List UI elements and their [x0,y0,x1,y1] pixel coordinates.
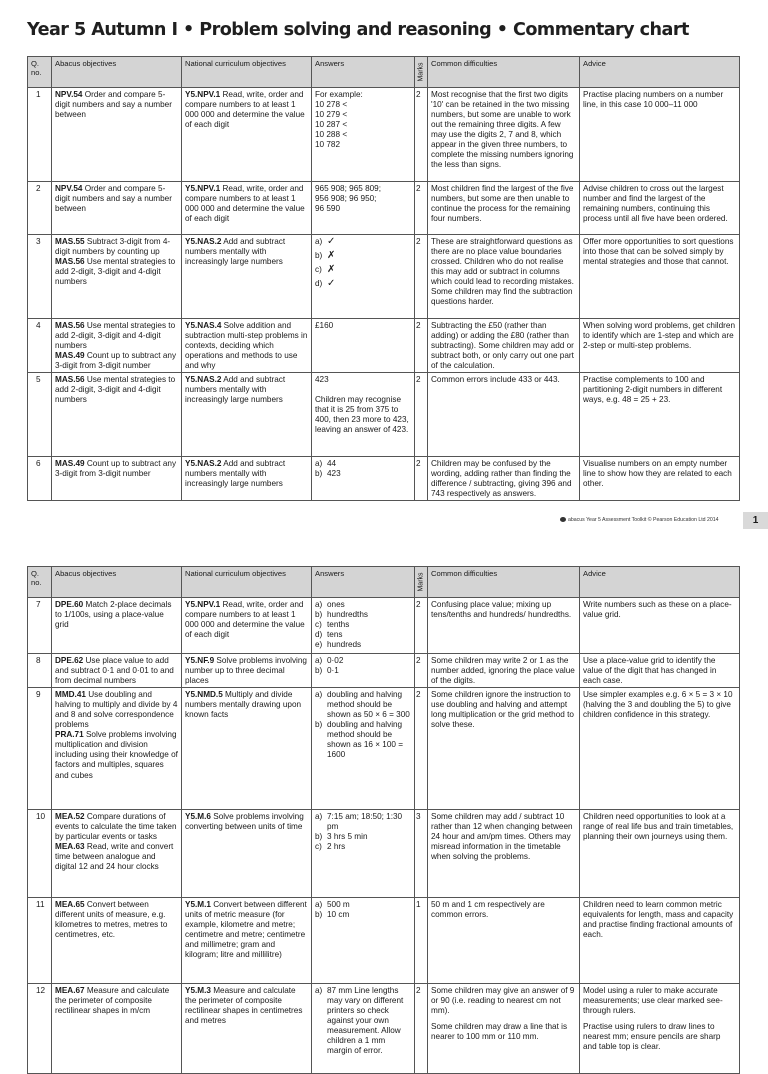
nc-objective: Y5.NPV.1 Read, write, order and compare numbers to at least 1 000 000 and determine the value of each digit [182,598,312,654]
advice-cell: Visualise numbers on an empty number line to show how they are related to each other. [580,457,740,501]
abacus-objective: MEA.67 Measure and calculate the perimeter of composite rectilinear shapes in m/cm [52,984,182,1074]
answers-cell: a) 7:15 am; 18:50; 1:30 pm b) 3 hrs 5 min c) 2 hrs [312,810,415,898]
difficulties-cell: Most recognise that the first two digits '10' can be retained in the two missing numbers, but some are unable to work out the remaining three digits. A few may use the digits 2, 7 and 8, which appear in the given three numbers, to complete the missing numbers ignoring the less than signs. [428,88,580,182]
marks-cell: 2 [415,235,428,319]
nc-objective: Y5.NAS.2 Add and subtract numbers mentally with increasingly large numbers [182,235,312,319]
abacus-objective: MEA.65 Convert between different units of measure, e.g. kilometres to metres, metres to centimetres, etc. [52,898,182,984]
difficulties-cell: Some children may give an answer of 9 or 90 (i.e. reading to nearest cm not mm). Some children may draw a line that is nearer to 100 mm or 110 mm. [428,984,580,1074]
header-common-difficulties: Common difficulties [428,57,580,88]
answers-cell: For example: 10 278 < 10 279 < 10 287 < 10 288 < 10 782 [312,88,415,182]
difficulties-cell: 50 m and 1 cm respectively are common errors. [428,898,580,984]
marks-cell: 2 [415,457,428,501]
question-number: 8 [28,654,52,688]
question-number: 9 [28,688,52,810]
difficulties-cell: Some children may add / subtract 10 rather than 12 when changing between 24 hour and am/pm times. Others may misread information in the timetable when solving the problems. [428,810,580,898]
question-number: 1 [28,88,52,182]
advice-cell: Use simpler examples e.g. 6 × 5 = 3 × 10 (halving the 3 and doubling the 5) to give children confidence in this strategy. [580,688,740,810]
answers-cell: 965 908; 965 809; 956 908; 96 950; 96 590 [312,182,415,235]
answers-cell: a) doubling and halving method should be shown as 50 × 6 = 300 b) doubling and halving method should be shown as 16 × 100 = 1600 [312,688,415,810]
page-title: Year 5 Autumn I • Problem solving and reasoning • Commentary chart [27,20,689,40]
cross-icon: ✗ [327,250,336,261]
commentary-table-page-1 [27,56,740,501]
answers-cell: a) 44 b) 423 [312,457,415,501]
table-row [28,88,740,182]
marks-cell: 2 [415,984,428,1074]
marks-cell: 2 [415,654,428,688]
abacus-objective: MMD.41 Use doubling and halving to multiply and divide by 4 and 8 and solve correspondence problems PRA.71 Solve problems involving multiplication and division including using their knowledge of factors and multiples, squares and cubes [52,688,182,810]
marks-cell: 2 [415,688,428,810]
header-abacus-objectives: Abacus objectives [52,567,182,598]
header-q-no: Q. no. [28,567,52,598]
header-common-difficulties: Common difficulties [428,567,580,598]
answers-cell: a) ✓ b) ✗ c) ✗ d) ✓ [312,235,415,319]
advice-cell: Model using a ruler to make accurate measurements; use clear marked see-through rulers. Practise using rulers to draw lines to nearest mm; ensure pencils are sharp and table top is clear. [580,984,740,1074]
answers-cell: a) 87 mm Line lengths may vary on different printers so check against your own measurement. Allow children a 1 mm margin of error. [312,984,415,1074]
header-marks: Marks [415,57,428,88]
advice-cell: Children need to learn common metric equivalents for length, mass and capacity and practise finding fractional amounts of each. [580,898,740,984]
abacus-logo-icon [560,517,566,522]
abacus-objective: MAS.55 Subtract 3-digit from 4-digit numbers by counting up MAS.56 Use mental strategies to add 2-digit, 3-digit and 4-digit numbers [52,235,182,319]
difficulties-cell: These are straightforward questions as there are no place value boundaries crossed. Children who do not realise this may add or subtract in columns which could lead to recording mistakes. Some children may find the subtraction questions harder. [428,235,580,319]
nc-objective: Y5.M.3 Measure and calculate the perimeter of composite rectilinear shapes in centimetres and metres [182,984,312,1074]
header-answers: Answers [312,57,415,88]
table-row [28,182,740,235]
question-number: 7 [28,598,52,654]
difficulties-cell: Children may be confused by the wording, adding rather than finding the difference / subtracting, giving 396 and 743 respectively as answers. [428,457,580,501]
marks-cell: 2 [415,88,428,182]
nc-objective: Y5.NMD.5 Multiply and divide numbers mentally drawing upon known facts [182,688,312,810]
abacus-objective: NPV.54 Order and compare 5-digit numbers and say a number between [52,182,182,235]
answers-cell: 423 Children may recognise that it is 25 from 375 to 400, then 23 more to 423, leaving an answer of 423. [312,373,415,457]
table-row [28,898,740,984]
question-number: 11 [28,898,52,984]
abacus-objective: DPE.60 Match 2-place decimals to 1/100s, using a place-value grid [52,598,182,654]
question-number: 12 [28,984,52,1074]
question-number: 4 [28,319,52,373]
difficulties-cell: Some children ignore the instruction to use doubling and halving and attempt long multiplication or the grid method to solve these. [428,688,580,810]
nc-objective: Y5.NAS.2 Add and subtract numbers mentally with increasingly large numbers [182,457,312,501]
advice-cell: Offer more opportunities to sort questions into those that can be solved simply by mental strategies and those that cannot. [580,235,740,319]
nc-objective: Y5.NF.9 Solve problems involving number up to three decimal places [182,654,312,688]
header-national-curriculum: National curriculum objectives [182,57,312,88]
answer-note: Children may recognise that it is 25 from 375 to 400, then 23 more to 423, leaving an answer of 423. [315,395,409,435]
table-row [28,598,740,654]
advice-cell: Use a place-value grid to identify the value of the digit that has changed in each case. [580,654,740,688]
header-answers: Answers [312,567,415,598]
question-number: 2 [28,182,52,235]
nc-objective: Y5.M.6 Solve problems involving converting between units of time [182,810,312,898]
abacus-objective: MAS.56 Use mental strategies to add 2-digit, 3-digit and 4-digit numbers [52,373,182,457]
advice-cell: When solving word problems, get children to identify which are 1-step and which are 2-step or multi-step problems. [580,319,740,373]
difficulties-cell: Common errors include 433 or 443. [428,373,580,457]
table-row [28,319,740,373]
answers-cell: a) ones b) hundredths c) tenths d) tens e) hundreds [312,598,415,654]
difficulties-cell: Most children find the largest of the five numbers, but some are then unable to continue the process for the remaining four numbers. [428,182,580,235]
marks-cell: 2 [415,319,428,373]
table-row [28,984,740,1074]
table-row [28,457,740,501]
nc-objective: Y5.NPV.1 Read, write, order and compare numbers to at least 1 000 000 and determine the value of each digit [182,182,312,235]
answers-cell: a) 0·02 b) 0·1 [312,654,415,688]
page-number: 1 [743,512,768,529]
table-row [28,373,740,457]
cross-icon: ✗ [327,264,336,275]
difficulties-cell: Confusing place value; mixing up tens/tenths and hundreds/ hundredths. [428,598,580,654]
header-marks: Marks [415,567,428,598]
marks-cell: 1 [415,898,428,984]
advice-cell: Practise placing numbers on a number line, in this case 10 000–11 000 [580,88,740,182]
abacus-objective: NPV.54 Order and compare 5-digit numbers and say a number between [52,88,182,182]
page-footer: abacus Year 5 Assessment Toolkit © Pearson Education Ltd 2014 [560,517,719,523]
question-number: 6 [28,457,52,501]
header-advice: Advice [580,567,740,598]
table-row [28,235,740,319]
table-header-row [28,57,740,88]
table-header-row [28,567,740,598]
tick-icon: ✓ [327,236,336,247]
question-number: 10 [28,810,52,898]
abacus-objective: MAS.49 Count up to subtract any 3-digit from 3-digit number [52,457,182,501]
tick-icon: ✓ [327,278,336,289]
table-row [28,654,740,688]
marks-cell: 2 [415,598,428,654]
marks-cell: 2 [415,182,428,235]
nc-objective: Y5.NAS.4 Solve addition and subtraction multi-step problems in contexts, deciding which operations and methods to use and why [182,319,312,373]
header-advice: Advice [580,57,740,88]
answers-cell: a) 500 m b) 10 cm [312,898,415,984]
question-number: 3 [28,235,52,319]
nc-objective: Y5.M.1 Convert between different units of metric measure (for example, kilometre and metre; centimetre and metre; centimetre and millimetre; gram and kilogram; litre and millilitre) [182,898,312,984]
difficulties-cell: Subtracting the £50 (rather than adding) or adding the £80 (rather than subtracting). Some children may add or subtract both, or only carry out one part of the calculation. [428,319,580,373]
commentary-table-page-2 [27,566,740,1074]
header-abacus-objectives: Abacus objectives [52,57,182,88]
marks-cell: 3 [415,810,428,898]
difficulties-cell: Some children may write 2 or 1 as the number added, ignoring the place value of the digits. [428,654,580,688]
marks-cell: 2 [415,373,428,457]
advice-cell: Advise children to cross out the largest number and find the largest of the remaining numbers, continuing this process until all five have been ordered. [580,182,740,235]
answers-cell: £160 [312,319,415,373]
header-q-no: Q. no. [28,57,52,88]
advice-cell: Write numbers such as these on a place-value grid. [580,598,740,654]
abacus-objective: MEA.52 Compare durations of events to calculate the time taken by particular events or tasks MEA.63 Read, write and convert time between analogue and digital 12 and 24 hour clocks [52,810,182,898]
advice-cell: Practise complements to 100 and partitioning 2-digit numbers in different ways, e.g. 48 = 25 + 23. [580,373,740,457]
nc-objective: Y5.NAS.2 Add and subtract numbers mentally with increasingly large numbers [182,373,312,457]
header-national-curriculum: National curriculum objectives [182,567,312,598]
table-row [28,810,740,898]
abacus-objective: DPE.62 Use place value to add and subtract 0·1 and 0·01 to and from decimal numbers [52,654,182,688]
advice-cell: Children need opportunities to look at a range of real life bus and train timetables, planning their own journeys using them. [580,810,740,898]
table-row [28,688,740,810]
nc-objective: Y5.NPV.1 Read, write, order and compare numbers to at least 1 000 000 and determine the value of each digit [182,88,312,182]
abacus-objective: MAS.56 Use mental strategies to add 2-digit, 3-digit and 4-digit numbers MAS.49 Count up to subtract any 3-digit from 3-digit number [52,319,182,373]
question-number: 5 [28,373,52,457]
